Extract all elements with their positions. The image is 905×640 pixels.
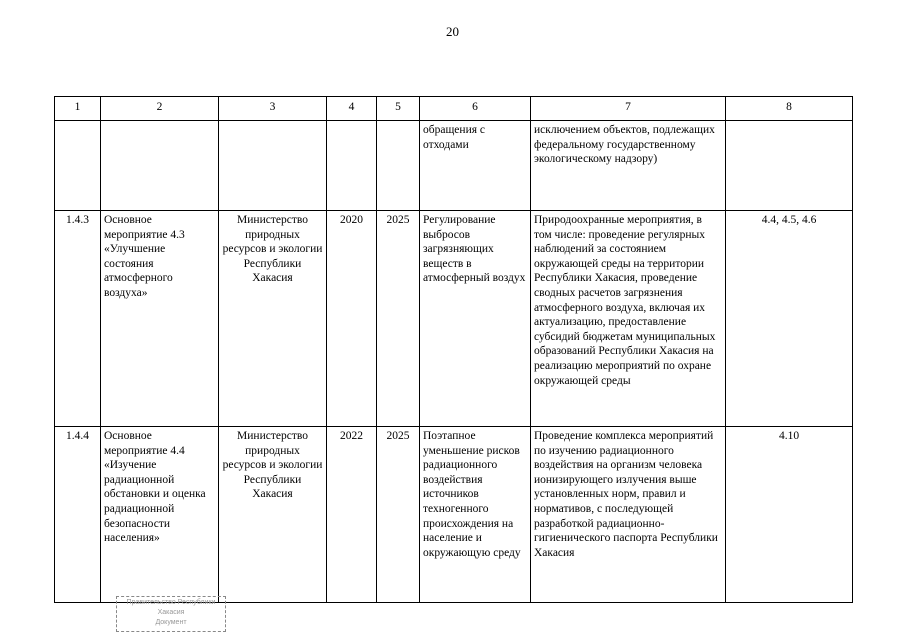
cell-year-start: 2022 (327, 427, 377, 603)
cell-num (55, 121, 101, 211)
page-number: 20 (446, 24, 459, 39)
cell-result: Регулирование выбросов загрязняющих веществ в атмосферный воздух (420, 211, 531, 427)
cell-executor: Министерство природных ресурсов и экологии Республики Хакасия (219, 211, 327, 427)
cell-content: Природоохранные мероприятия, в том числе: проведение регулярных наблюдений за состоянием окружающей среды на территории Республики Хакасия, проведение сводных расчетов загрязнения атмосферного воздуха, включая их актуализацию, предоставление субсидий бюджетам муниципальных образований Республики Хакасия на реализацию мероприятий по охране окружающей среды (531, 211, 726, 427)
cell-indicators (726, 121, 853, 211)
column-header: 5 (377, 97, 420, 121)
cell-year-start: 2020 (327, 211, 377, 427)
column-header: 1 (55, 97, 101, 121)
stamp-line: Правительство Республики (126, 599, 216, 606)
column-header: 3 (219, 97, 327, 121)
cell-executor (219, 121, 327, 211)
cell-content: исключением объектов, подлежащих федеральному государственному экологическому надзору) (531, 121, 726, 211)
document-stamp (116, 596, 226, 632)
cell-year-end: 2025 (377, 427, 420, 603)
cell-indicators: 4.4, 4.5, 4.6 (726, 211, 853, 427)
column-header: 8 (726, 97, 853, 121)
cell-event: Основное мероприятие 4.4 «Изучение радиационной обстановки и оценка радиационной безопасности населения» (101, 427, 219, 603)
stamp-line: Документ (155, 619, 187, 626)
column-header: 6 (420, 97, 531, 121)
table-row (55, 211, 853, 427)
cell-num: 1.4.3 (55, 211, 101, 427)
cell-year-start (327, 121, 377, 211)
cell-content: Проведение комплекса мероприятий по изучению радиационного воздействия на организм человека ионизирующего излучения выше установленных норм, правил и нормативов, с последующей разработкой радиационно-гигиенического паспорта Республики Хакасия (531, 427, 726, 603)
header-row (55, 97, 853, 121)
cell-executor: Министерство природных ресурсов и экологии Республики Хакасия (219, 427, 327, 603)
cell-year-end: 2025 (377, 211, 420, 427)
column-header: 4 (327, 97, 377, 121)
table-row (55, 427, 853, 603)
cell-event (101, 121, 219, 211)
stamp-line: Хакасия (157, 609, 185, 616)
table-row (55, 121, 853, 211)
column-header: 2 (101, 97, 219, 121)
cell-year-end (377, 121, 420, 211)
cell-num: 1.4.4 (55, 427, 101, 603)
cell-indicators: 4.10 (726, 427, 853, 603)
cell-result: обращения с отходами (420, 121, 531, 211)
program-table (54, 96, 853, 603)
cell-event: Основное мероприятие 4.3 «Улучшение состояния атмосферного воздуха» (101, 211, 219, 427)
cell-result: Поэтапное уменьшение рисков радиационного воздействия источников техногенного происхождения на население и окружающую среду (420, 427, 531, 603)
column-header: 7 (531, 97, 726, 121)
